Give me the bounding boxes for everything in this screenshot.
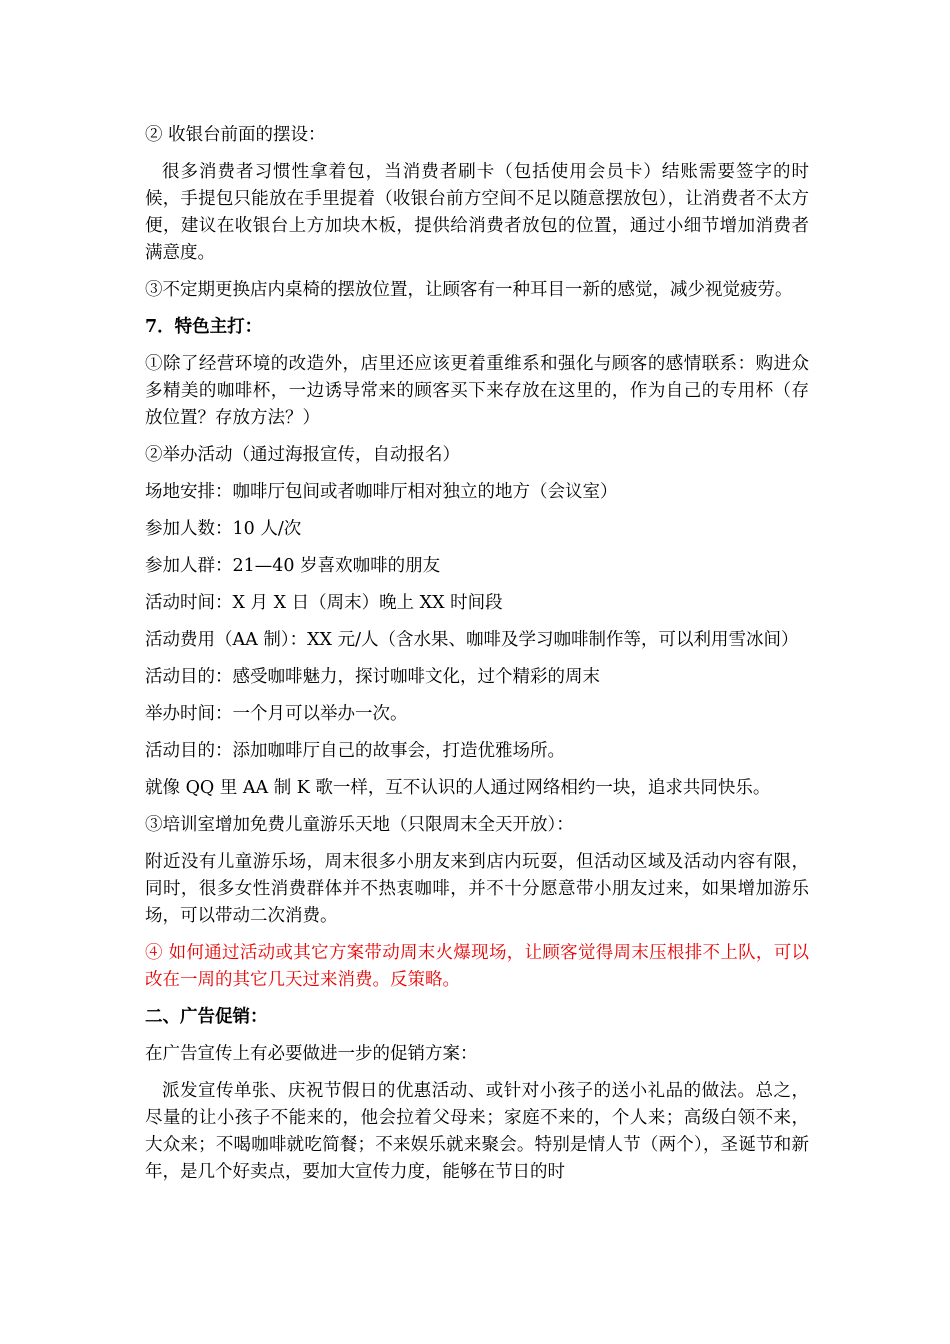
paragraph-coffee-cups: ①除了经营环境的改造外，店里还应该更着重维系和强化与顾客的感情联系：购进众多精美的咖啡杯，一边诱导常来的顾客买下来存放在这里的，作为自己的专用杯（存放位置？存放方法？） <box>145 354 809 428</box>
paragraph-weekend-strategy-note: ④ 如何通过活动或其它方案带动周末火爆现场，让顾客觉得周末压根排不上队，可以改在一周的其它几天过来消费。反策略。 <box>145 943 809 990</box>
paragraph-cashier-display-heading: ② 收银台前面的摆设： <box>145 125 326 145</box>
paragraph-rearrange-furniture: ③不定期更换店内桌椅的摆放位置，让顾客有一种耳目一新的感觉，减少视觉疲劳。 <box>145 280 793 300</box>
section-heading-advertising: 二、广告促销： <box>145 1007 268 1027</box>
paragraph-kids-playground: ③培训室增加免费儿童游乐天地（只限周末全天开放）： <box>145 815 574 835</box>
paragraph-promotion-details: 派发宣传单张、庆祝节假日的优惠活动、或针对小孩子的送小礼品的做法。总之，尽量的让小孩子不能来的，他会拉着父母来；家庭不来的，个人来；高级白领不来，大众来；不喝咖啡就吃简餐；不来娱乐就来聚会。特别是情人节（两个），圣诞节和新年，是几个好卖点，要加大宣传力度，能够在节日的时 <box>145 1081 809 1182</box>
paragraph-event-fee: 活动费用（AA 制）：XX 元/人（含水果、咖啡及学习咖啡制作等，可以利用雪冰间） <box>145 630 799 650</box>
paragraph-event-purpose: 活动目的：感受咖啡魅力，探讨咖啡文化，过个精彩的周末 <box>145 667 600 687</box>
paragraph-participant-count: 参加人数：10 人/次 <box>145 519 302 539</box>
document-page <box>145 122 809 1186</box>
paragraph-cashier-bag-suggestion: 很多消费者习惯性拿着包，当消费者刷卡（包括使用会员卡）结账需要签字的时候，手提包只能放在手里提着（收银台前方空间不足以随意摆放包），让消费者不太方便，建议在收银台上方加块木板，提供给消费者放包的位置，通过小细节增加消费者满意度。 <box>145 162 809 263</box>
paragraph-participant-group: 参加人群：21—40 岁喜欢咖啡的朋友 <box>145 556 441 576</box>
paragraph-event-time: 活动时间：X 月 X 日（周末）晚上 XX 时间段 <box>145 593 503 613</box>
paragraph-event-purpose-2: 活动目的：添加咖啡厅自己的故事会，打造优雅场所。 <box>145 741 565 761</box>
paragraph-qq-analogy: 就像 QQ 里 AA 制 K 歌一样，互不认识的人通过网络相约一块，追求共同快乐。 <box>145 778 771 798</box>
section-heading-features: 7．特色主打： <box>145 317 263 337</box>
paragraph-venue: 场地安排：咖啡厅包间或者咖啡厅相对独立的地方（会议室） <box>145 482 618 502</box>
paragraph-playground-reason: 附近没有儿童游乐场，周末很多小朋友来到店内玩耍，但活动区域及活动内容有限，同时，很多女性消费群体并不热衷咖啡，并不十分愿意带小朋友过来，如果增加游乐场，可以带动二次消费。 <box>145 852 809 926</box>
paragraph-hold-events: ②举办活动（通过海报宣传，自动报名） <box>145 445 460 465</box>
paragraph-event-frequency: 举办时间：一个月可以举办一次。 <box>145 704 408 724</box>
paragraph-promotion-intro: 在广告宣传上有必要做进一步的促销方案： <box>145 1044 478 1064</box>
